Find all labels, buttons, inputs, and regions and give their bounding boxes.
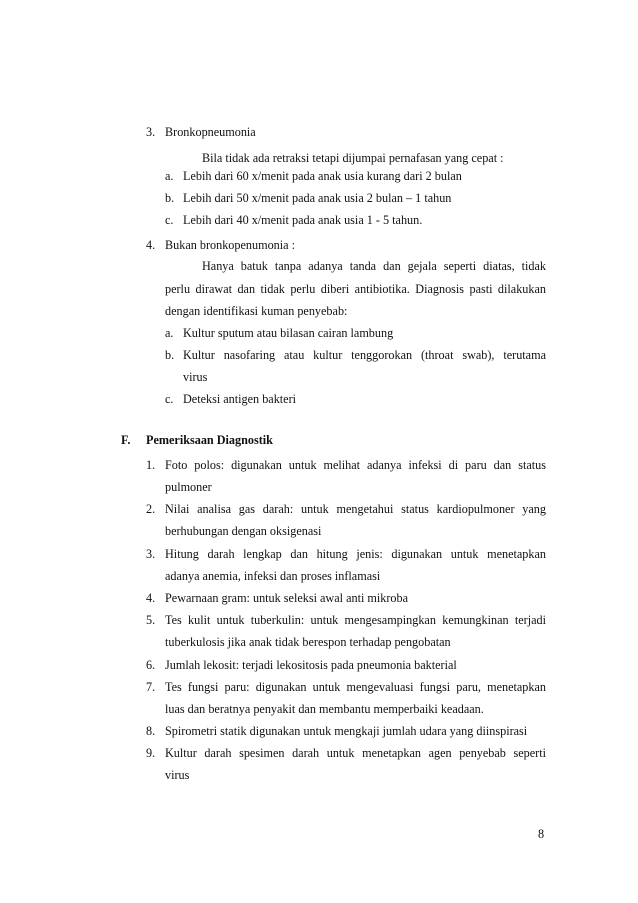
list-item-text: Tes kulit untuk tuberkulin: untuk mengesampingkan kemungkinan terjadi <box>165 613 546 627</box>
list-item-text: Hitung darah lengkap dan hitung jenis: digunakan untuk menetapkan <box>165 547 546 561</box>
list-item-text: Lebih dari 40 x/menit pada anak usia 1 - 5 tahun. <box>183 213 423 227</box>
list-item-number: 5. <box>146 613 156 627</box>
list-item-number: 6. <box>146 658 156 672</box>
list-item-letter: c. <box>165 392 174 406</box>
list-item-text: Lebih dari 50 x/menit pada anak usia 2 bulan – 1 tahun <box>183 191 452 205</box>
section-letter: F. <box>121 433 131 447</box>
list-item-text: Spirometri statik digunakan untuk mengkaji jumlah udara yang diinspirasi <box>165 724 528 738</box>
page-number: 8 <box>538 827 545 841</box>
list-item-text: Kultur sputum atau bilasan cairan lambung <box>183 326 394 340</box>
list-item-text: Lebih dari 60 x/menit pada anak usia kurang dari 2 bulan <box>183 169 462 183</box>
list-item-letter: b. <box>165 348 175 362</box>
list-item-text: Kultur nasofaring atau kultur tenggorokan (throat swab), terutama <box>183 348 546 362</box>
list-item-continuation: berhubungan dengan oksigenasi <box>165 524 322 538</box>
paragraph-line: dengan identifikasi kuman penyebab: <box>165 304 348 318</box>
list-item-continuation: adanya anemia, infeksi dan proses inflamasi <box>165 569 381 583</box>
list-item-text: Tes fungsi paru: digunakan untuk mengevaluasi fungsi paru, menetapkan <box>165 680 546 694</box>
list-item-number: 4. <box>146 591 156 605</box>
list-item-continuation: virus <box>165 768 190 782</box>
paragraph-line: perlu dirawat dan tidak perlu diberi antibiotika. Diagnosis pasti dilakukan <box>165 282 546 296</box>
list-item-letter: a. <box>165 326 174 340</box>
list-item-number: 2. <box>146 502 156 516</box>
list-item-number: 8. <box>146 724 156 738</box>
list-item-number: 1. <box>146 458 156 472</box>
list-item-text: Foto polos: digunakan untuk melihat adanya infeksi di paru dan status <box>165 458 546 472</box>
list-item-number: 3. <box>146 547 156 561</box>
section-title: Pemeriksaan Diagnostik <box>146 433 273 447</box>
list-item-number: 4. <box>146 238 156 252</box>
item-heading: Bukan bronkopenumonia : <box>165 238 295 252</box>
list-item-text: Deteksi antigen bakteri <box>183 392 297 406</box>
list-item-text: Pewarnaan gram: untuk seleksi awal anti mikroba <box>165 591 409 605</box>
list-item-continuation: pulmoner <box>165 480 212 494</box>
list-item-letter: a. <box>165 169 174 183</box>
list-item-text: Nilai analisa gas darah: untuk mengetahui status kardiopulmoner yang <box>165 502 546 516</box>
list-item-text: Kultur darah spesimen darah untuk menetapkan agen penyebab seperti <box>165 746 546 760</box>
list-item-continuation: virus <box>183 370 208 384</box>
item-heading: Bronkopneumonia <box>165 125 256 139</box>
list-item-continuation: luas dan beratnya penyakit dan membantu memperbaiki keadaan. <box>165 702 484 716</box>
list-item-text: Jumlah lekosit: terjadi lekositosis pada pneumonia bakterial <box>165 658 457 672</box>
paragraph-line: Bila tidak ada retraksi tetapi dijumpai pernafasan yang cepat : <box>202 151 504 165</box>
list-item-number: 3. <box>146 125 156 139</box>
list-item-letter: c. <box>165 213 174 227</box>
list-item-continuation: tuberkulosis jika anak tidak berespon terhadap pengobatan <box>165 635 451 649</box>
paragraph-line: Hanya batuk tanpa adanya tanda dan gejala seperti diatas, tidak <box>202 259 546 273</box>
list-item-number: 9. <box>146 746 156 760</box>
list-item-letter: b. <box>165 191 175 205</box>
list-item-number: 7. <box>146 680 156 694</box>
